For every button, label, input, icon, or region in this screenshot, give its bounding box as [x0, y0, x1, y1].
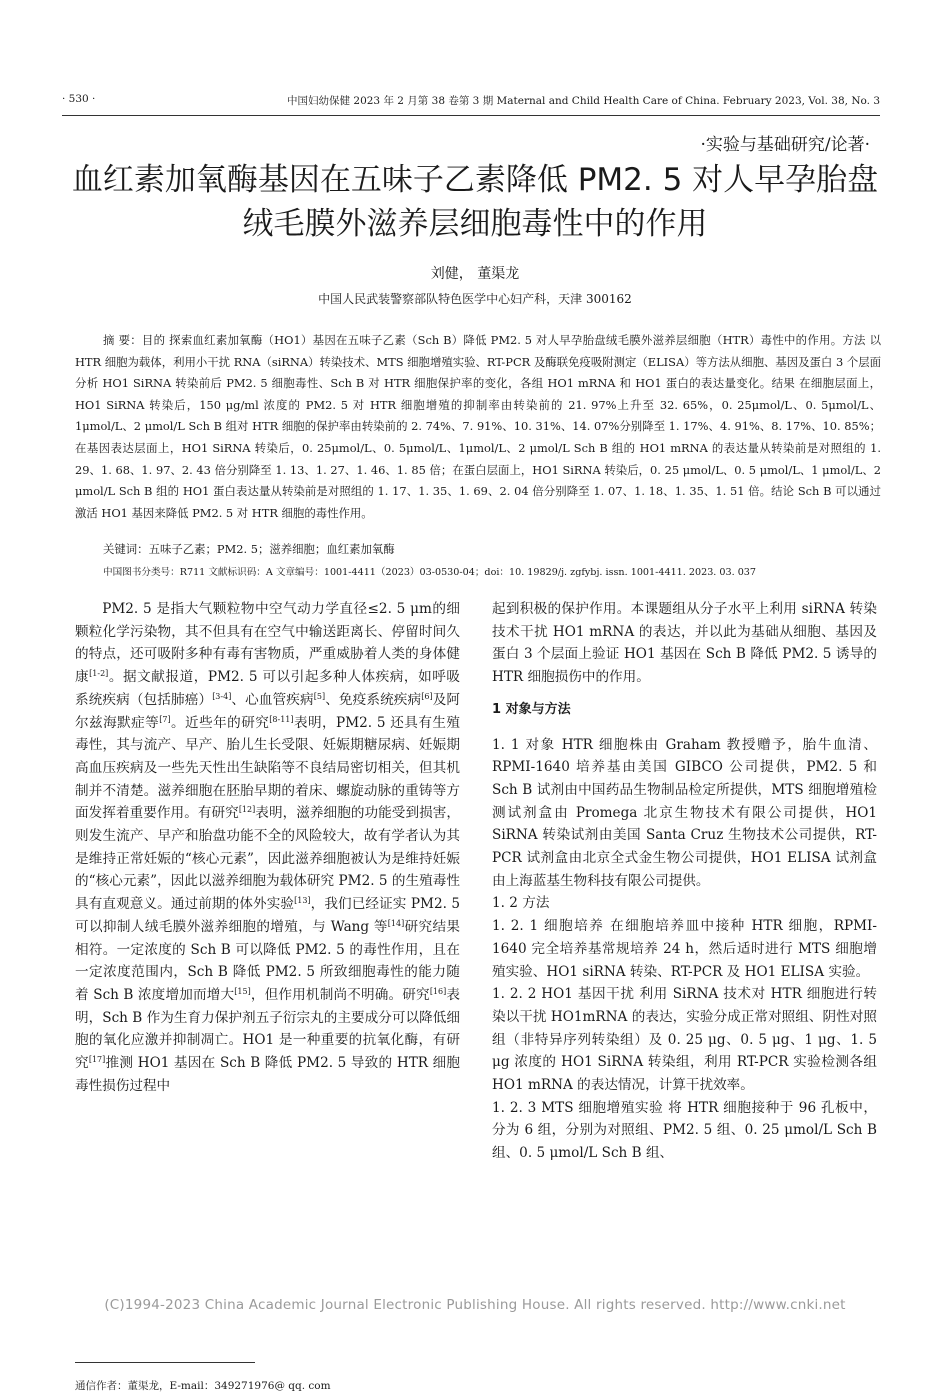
intro-paragraph: PM2. 5 是指大气颗粒物中空气动力学直径≤2. 5 μm的细颗粒化学污染物，其不但具有在空气中输送距离长、停留时间久的特点，还可吸附多种有毒有害物质，严重威胁着人类的身体健康[1-2]。据文献报道，PM2. 5 可以引起多种人体疾病，如呼吸系统疾病（包括肺癌）[3-4]、心血管疾病[5]、免疫系统疾病[6]及阿尔兹海默症等[7]。近些年的研究[8-11]表明，PM2. 5 还具有生殖毒性，其与流产、早产、胎儿生长受限、妊娠期糖尿病、妊娠期高血压疾病及一些先天性出生缺陷等不良结局密切相关，但其机制并不清楚。滋养细胞在胚胎早期的着床、螺旋动脉的重铸等方面发挥着重要作用。有研究[12]表明，滋养细胞的功能受到损害，则发生流产、早产和胎盘功能不全的风险较大，故有学者认为其是维持正常妊娠的“核心元素”，因此滋养细胞被认为是维持妊娠的“核心元素”，因此以滋养细胞为载体研究 PM2. 5 的生殖毒性具有直观意义。通过前期的体外实验[13]，我们已经证实 PM2. 5 可以抑制人绒毛膜外滋养细胞的增殖，与 Wang 等[14]研究结果相符。一定浓度的 Sch B 可以降低 PM2. 5 的毒性作用，且在一定浓度范围内，Sch B 降低 PM2. 5 所致细胞毒性的能力随着 Sch B 浓度增加而增大[15]，但作用机制尚不明确。研究[16]表明，Sch B 作为生育力保护剂五子衍宗丸的主要成分可以降低细胞的氧化应激并抑制凋亡。HO1 是一种重要的抗氧化酶，有研究[17]推测 HO1 基因在 Sch B 降低 PM2. 5 导致的 HTR 细胞毒性损伤过程中: [75, 601, 461, 1094]
subsection-1-1: 1. 1 对象 HTR 细胞株由 Graham 教授赠予，胎牛血清、RPMI-1640 培养基由美国 GIBCO 公司提供，PM2. 5 和 Sch B 试剂由中国药品生物制品检定所提供，MTS 细胞增殖检测试剂盒由 Promega 北京生物技术有限公司提供，HO1 SiRNA 转染试剂由美国 Santa Cruz 生物技术公司提供，RT-PCR 试剂盒由北京全式金生物公司提供，HO1 ELISA 试剂盒由上海蓝基生物科技有限公司提供。: [492, 736, 877, 889]
classification-line: 中国图书分类号：R711 文献标识码：A 文章编号：1001-4411（2023）03-0530-04；doi：10. 19829/j. zgfybj. issn. 1001-4411. 2023. 03. 037: [103, 567, 757, 578]
running-header: [62, 93, 880, 109]
citation: [13]: [294, 896, 311, 906]
citation: [6]: [421, 691, 433, 701]
citation: [5]: [313, 691, 326, 701]
citation: [8-11]: [269, 714, 294, 724]
journal-info: 中国妇幼保健 2023 年 2 月第 38 卷第 3 期 Maternal and Child Health Care of China. February 2023, Vol. 38, No. 3: [287, 95, 880, 107]
authors: 刘健， 董渠龙: [430, 266, 520, 282]
page-number: · 530 ·: [62, 93, 96, 105]
abstract: 摘 要：目的 探索血红素加氧酶（HO1）基因在五味子乙素（Sch B）降低 PM2. 5 对人早孕胎盘绒毛膜外滋养层细胞（HTR）毒性中的作用。方法 以 HTR 细胞为载体，利用小干扰 RNA（siRNA）转染技术、MTS 细胞增殖实验、RT-PCR 及酶联免疫吸附测定（ELISA）等方法从细胞、基因及蛋白 3 个层面分析 HO1 SiRNA 转染前后 PM2. 5 细胞毒性、Sch B 对 HTR 细胞保护率的变化，各组 HO1 mRNA 和 HO1 蛋白的表达量变化。结果 在细胞层面上，HO1 SiRNA 转染后，150 μg/ml 浓度的 PM2. 5 对 HTR 细胞增殖的抑制率由转染前的 21. 97%上升至 32. 65%，0. 25μmol/L、0. 5μmol/L、1μmol/L、2 μmol/L Sch B 组对 HTR 细胞的保护率由转染前的 2. 74%、7. 91%、10. 31%、14. 07%分别降至 1. 17%、4. 91%、8. 17%、10. 85%；在基因表达层面上，HO1 SiRNA 转染后，0. 25μmol/L、0. 5μmol/L、1μmol/L、2 μmol/L Sch B 组的 HO1 mRNA 的表达量从转染前是对照组的 1. 29、1. 68、1. 97、2. 43 倍分别降至 1. 13、1. 27、1. 46、1. 85 倍；在蛋白层面上，HO1 SiRNA 转染后，0. 25 μmol/L、0. 5 μmol/L、1 μmol/L、2 μmol/L Sch B 组的 HO1 蛋白表达量从转染前是对照组的 1. 17、1. 35、1. 69、2. 04 倍分别降至 1. 07、1. 18、1. 35、1. 51 倍。结论 Sch B 可以通过激活 HO1 基因来降低 PM2. 5 对 HTR 细胞的毒性作用。: [75, 333, 881, 520]
citation: [3-4]: [212, 691, 232, 701]
subsection-1-2-2: 1. 2. 2 HO1 基因干扰 利用 SiRNA 技术对 HTR 细胞进行转染以干扰 HO1mRNA 的表达，实验分成正常对照组、阴性对照组（非特异序列转染组）及 0. 25 μg、0. 5 μg、1 μg、1. 5 μg 浓度的 HO1 SiRNA 转染组，利用 RT-PCR 实验检测各组 HO1 mRNA 的表达情况，计算干扰效率。: [492, 986, 877, 1094]
corresponding-author-footnote: 通信作者：董渠龙，E-mail：349271976@ qq. com: [75, 1380, 331, 1392]
citation: [16]: [429, 986, 447, 996]
citation: [15]: [234, 986, 251, 996]
keywords: 关键词：五味子乙素；PM2. 5；滋养细胞；血红素加氧酶: [103, 542, 395, 556]
subsection-1-2: 1. 2 方法: [492, 895, 550, 912]
subsection-1-2-1: 1. 2. 1 细胞培养 在细胞培养皿中接种 HTR 细胞，RPMI-1640 完全培养基常规培养 24 h，然后适时进行 MTS 细胞增殖实验、HO1 siRNA 转染、RT-PCR 及 HO1 ELISA 实验。: [492, 918, 877, 980]
subsection-1-2-3: 1. 2. 3 MTS 细胞增殖实验 将 HTR 细胞接种于 96 孔板中，分为 6 组，分别为对照组、PM2. 5 组、0. 25 μmol/L Sch B 组、0. 5 μmol/L Sch B 组、: [492, 1099, 877, 1162]
section-heading: 1 对象与方法: [492, 701, 571, 717]
citation: [1-2]: [89, 669, 109, 679]
citation: [7]: [159, 714, 171, 724]
section-tag: ·实验与基础研究/论著·: [700, 135, 870, 155]
footnote-rule: [75, 1362, 255, 1363]
citation: [14]: [387, 918, 405, 928]
header-rule: [62, 115, 880, 116]
citation: [12]: [238, 805, 256, 815]
article-title: 血红素加氧酶基因在五味子乙素降低 PM2. 5 对人早孕胎盘绒毛膜外滋养层细胞毒性中的作用: [71, 162, 879, 242]
right-column: [492, 598, 877, 1165]
citation: [17]: [88, 1055, 106, 1065]
intro-tail: 起到积极的保护作用。本课题组从分子水平上利用 siRNA 转染技术干扰 HO1 mRNA 的表达，并以此为基础从细胞、基因及蛋白 3 个层面上验证 HO1 基因在 Sch B 降低 PM2. 5 诱导的 HTR 细胞损伤中的作用。: [492, 601, 877, 686]
left-column: [75, 598, 460, 1097]
copyright-notice: (C)1994-2023 China Academic Journal Electronic Publishing House. All rights reserved. http://www.cnki.net: [104, 1297, 846, 1313]
affiliation: 中国人民武装警察部队特色医学中心妇产科，天津 300162: [318, 292, 632, 306]
